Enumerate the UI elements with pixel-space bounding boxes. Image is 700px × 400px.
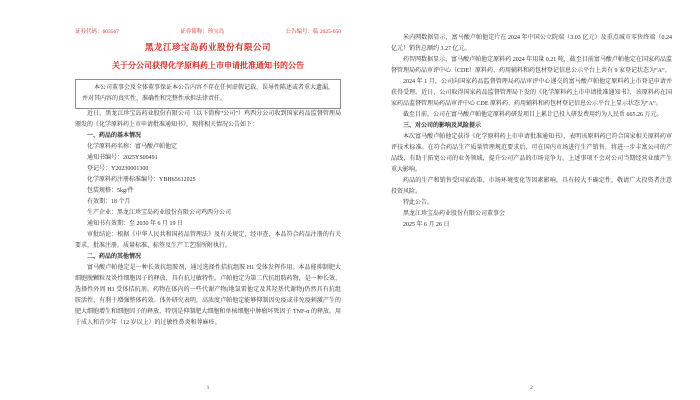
- page-1-number: 1: [206, 385, 210, 391]
- field-shelf-life: 有效期：18 个月: [87, 199, 131, 205]
- risk-paragraph: 药品的生产和销售受国家政策、市场环境变化等因素影响，具有较大不确定性，敬请广大投资者注意投资风险。: [391, 178, 672, 195]
- field-standard-no: 化学原料药注册标准编号：YBH65612025: [87, 177, 196, 183]
- field-approval-conclusion: 审批结论：根据《中华人民共和国药品管理法》及有关规定，经审查，本品符合药品注册的有关要求，批准注册。质量标准、标签及生产工艺照所附执行。: [75, 232, 341, 249]
- company-name: 黑龙江珍宝岛药业股份有限公司: [144, 42, 271, 52]
- impact-paragraph: 本次富马酸卢帕他定获得《化学原料药上市申请批准通知书》，表明该原料药已符合国家相关原料药审评技术标准。在符合药品生产质量管理规范要求后，可在国内市场进行生产销售，将进一步丰富公司的产品线，有助于拓宽公司的业务领域，提升公司产品的市场竞争力。上述事项不会对公司当期经营业绩产生重大影响。: [391, 134, 672, 173]
- section-2-heading: 二、药品的其他情况: [87, 254, 142, 260]
- securities-meta-row: [75, 27, 341, 35]
- section-2-paragraph: 富马酸卢帕他定是一种长效抗组胺剂，通过选择性拮抗组胺 H1 受体发挥作用。本品能抑制肥大细胞脱颗粒及炎性细胞因子的释放，具有抗过敏特性。卢帕他定为第二代抗组胺药物，是一种长效、选择性外周 H1 受体拮抗剂。药物在体内的一些代谢产物(地氯雷他定及其羟基代谢物)仍然具有抗组胺活性，有利于增强整体药效。体外研究表明，高浓度卢帕他定能够抑制因免疫或非免疫刺激产生的肥大细胞增生和细胞因子的释放，特别是抑制肥大细胞和单核细胞中肿瘤坏死因子 TNF-α 的释放。用于成人和青少年（12 岁以上）的过敏性鼻炎和荨麻疹。: [75, 265, 341, 326]
- application-history-paragraph: 2024 年 1 月，公司向国家药品监督管理局药品审评中心递交的富马酸卢帕他定原料药上市登记申请并获得受理。近日，公司取得国家药品监督管理局下发的《化学原料药上市申请批准通知书》，该原料药在国家药品监督管理局药品审评中心 CDE 原料药、药用辅料和药包材登记信息公示平台上显示状态为“A”。: [391, 79, 672, 107]
- signature-date: 2025 年 6 月 26 日: [403, 222, 450, 228]
- closing-statement: 特此公告。: [403, 200, 434, 206]
- intro-paragraph: 近日，黑龙江珍宝岛药业股份有限公司（以下简称“公司”）鸡西分公司收到国家药品监督管理局颁发的《化学原料药上市申请批准通知书》，现将相关情况公告如下：: [75, 111, 341, 128]
- disclaimer-box: [75, 79, 341, 109]
- field-package-spec: 包装规格：5kg/件: [87, 188, 134, 194]
- section-1-heading: 一、药品的基本情况: [87, 133, 142, 139]
- field-drug-name: 化学原料药名称：富马酸卢帕他定: [87, 144, 178, 150]
- page-2-number: 2: [530, 385, 533, 391]
- board-signature: 黑龙江珍宝岛药业股份有限公司董事会: [403, 211, 506, 217]
- disclaimer-text: 本公司董事会及全体董事保证本公告内容不存在任何虚假记载、误导性陈述或者重大遗漏，并对其内容的真实性、准确性和完整性承担法律责任。: [82, 85, 335, 102]
- rd-investment-paragraph: 截至目前，公司在富马酸卢帕他定原料药研发项目上累计已投入研发费用约为人民币 665.26 万元。: [403, 112, 663, 118]
- sales-data-paragraph: 米内网数据显示，富马酸卢帕他定片在 2024 年中国公立院端（3.03 亿元）及重点城市零售终端（0.24 亿元）销售总额约 3.27 亿元。: [391, 35, 672, 52]
- field-notice-number: 通知书编号：2025YS00491: [87, 155, 158, 161]
- announcement-page-1: [75, 0, 341, 400]
- announcement-number: 公告编号：临 2025-050: [285, 29, 341, 35]
- stock-short-name: 证券简称：珍宝岛: [180, 29, 225, 35]
- usage-data-paragraph: 药智网数据显示，富马酸卢帕他定原料药 2024 年用量 0.21 吨，截至目前富马酸卢帕他定在国家药品监督管理局药品审评中心（CDE）原料药、药用辅料和药包材登记信息公示平台上共有 9 家登记状态为“A”。: [391, 57, 672, 74]
- stock-code: 证券代码：603567: [75, 29, 120, 35]
- field-registration-no: 登记号：Y20230001300: [87, 166, 149, 172]
- field-manufacturer: 生产企业：黑龙江珍宝岛药业股份有限公司鸡西分公司: [87, 210, 232, 216]
- field-notice-validity: 通知书有效期：至 2030 年 6 月 19 日: [87, 221, 184, 227]
- announcement-title: 关于分公司获得化学原料药上市申请批准通知书的公告: [112, 61, 304, 70]
- announcement-page-2: [391, 0, 672, 400]
- section-3-heading: 三、对公司的影响及风险提示: [403, 123, 482, 129]
